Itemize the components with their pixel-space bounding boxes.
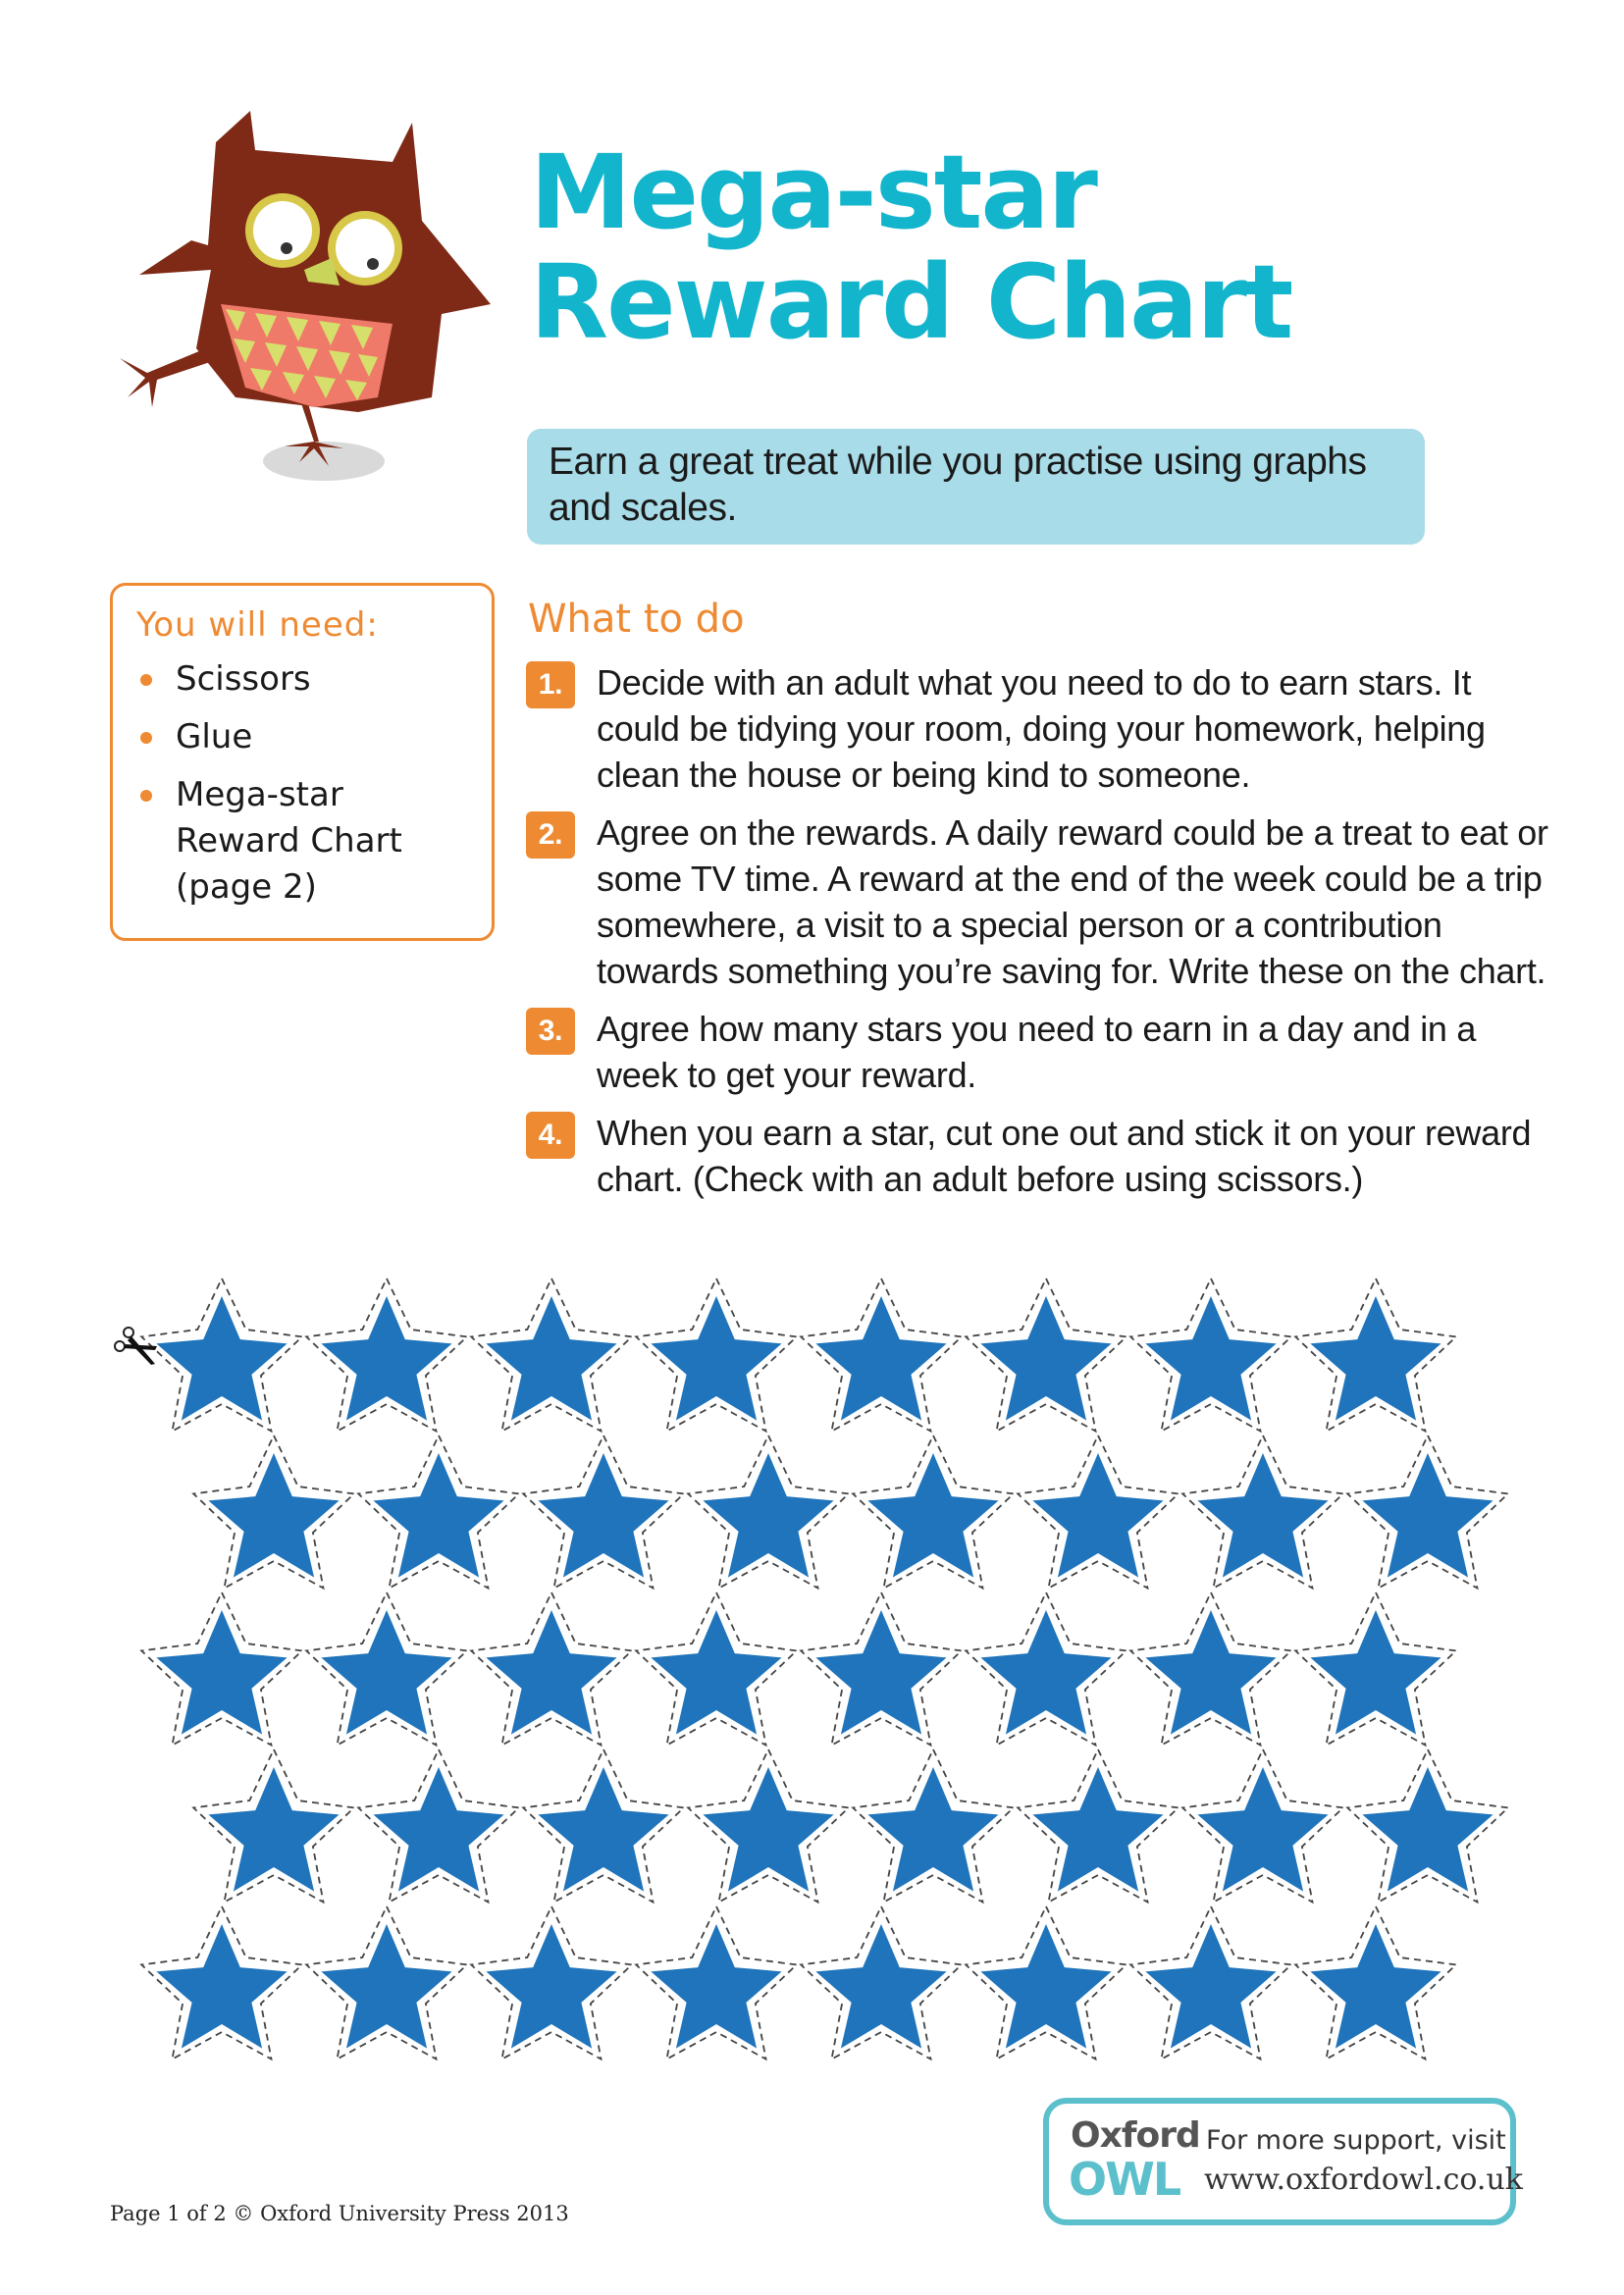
star-cutout	[636, 1278, 797, 1432]
star-cutout	[1182, 1749, 1343, 1903]
star-cutout	[1295, 1592, 1456, 1746]
page-info: Page 1 of 2 © Oxford University Press 2013	[110, 2202, 569, 2225]
star-cutout	[1130, 1592, 1291, 1746]
step-number-badge: 4.	[526, 1112, 575, 1159]
step-1: 1. Decide with an adult what you need to do to earn stars. It could be tidying your room, doing your homework, helping clean the house or being kind to someone.	[526, 659, 1556, 798]
star-cutout	[193, 1749, 354, 1903]
star-cutout	[141, 1906, 302, 2060]
what-to-do-heading: What to do	[528, 597, 745, 642]
star-cutout	[306, 1906, 467, 2060]
star-cutout	[358, 1749, 519, 1903]
star-cutout	[523, 1749, 684, 1903]
intro-banner: Earn a great treat while you practise using graphs and scales.	[527, 429, 1425, 545]
star-cutout	[1295, 1278, 1456, 1432]
scissors-icon	[115, 1328, 157, 1365]
step-4: 4. When you earn a star, cut one out and stick it on your reward chart. (Check with an adult before using scissors.)	[526, 1110, 1556, 1202]
star-cutout	[853, 1435, 1014, 1589]
star-cutout	[801, 1592, 962, 1746]
star-cutout	[1018, 1435, 1179, 1589]
step-number-badge: 3.	[526, 1008, 575, 1055]
star-cutout	[471, 1592, 632, 1746]
star-cutout	[966, 1906, 1126, 2060]
owl-logo-text: OWL	[1069, 2153, 1180, 2206]
star-cutout	[306, 1278, 467, 1432]
step-number-badge: 2.	[526, 811, 575, 859]
star-cutout	[688, 1749, 849, 1903]
star-cutout	[471, 1906, 632, 2060]
star-cutout	[141, 1278, 302, 1432]
star-cutout	[1018, 1749, 1179, 1903]
step-2: 2. Agree on the rewards. A daily reward could be a treat to eat or some TV time. A reward at the end of the week could be a trip somewhere, a visit to a special person or a contribution towards something you’re saving for. Write these on the chart.	[526, 809, 1556, 994]
step-3: 3. Agree how many stars you need to earn in a day and in a week to get your reward.	[526, 1006, 1556, 1098]
steps-list	[526, 659, 1556, 1214]
title-line-1: Mega-star	[530, 132, 1096, 252]
star-cutout	[636, 1592, 797, 1746]
list-item: Mega-star Reward Chart (page 2)	[136, 772, 468, 911]
bullet-icon	[140, 674, 152, 686]
star-cutout	[1182, 1435, 1343, 1589]
website-link[interactable]: www.oxfordowl.co.uk	[1204, 2163, 1523, 2197]
title-line-2: Reward Chart	[530, 242, 1292, 362]
owl-mascot-icon	[118, 103, 491, 496]
star-cutout	[358, 1435, 519, 1589]
star-cutout	[801, 1278, 962, 1432]
oxford-logo-text: Oxford	[1071, 2115, 1200, 2156]
page-title	[530, 132, 1292, 362]
list-item: Scissors	[136, 656, 468, 703]
you-will-need-box	[110, 583, 495, 941]
star-cutout	[853, 1749, 1014, 1903]
list-item: Glue	[136, 714, 468, 760]
star-cutout	[1347, 1435, 1508, 1589]
needs-list	[136, 656, 468, 911]
bullet-icon	[140, 790, 152, 802]
oxford-owl-banner[interactable]	[1043, 2098, 1523, 2225]
step-number-badge: 1.	[526, 661, 575, 708]
star-cutout	[966, 1278, 1126, 1432]
star-cutout	[688, 1435, 849, 1589]
star-cutout	[1130, 1278, 1291, 1432]
star-cutout	[1295, 1906, 1456, 2060]
star-cutout	[306, 1592, 467, 1746]
star-cutout	[966, 1592, 1126, 1746]
star-cutout	[193, 1435, 354, 1589]
star-cutout	[471, 1278, 632, 1432]
bullet-icon	[140, 732, 152, 744]
support-text: For more support, visit	[1206, 2125, 1506, 2156]
cut-out-stars-grid	[0, 1276, 1624, 2100]
star-cutout	[141, 1592, 302, 1746]
star-cutout	[1347, 1749, 1508, 1903]
star-cutout	[523, 1435, 684, 1589]
star-cutout	[1130, 1906, 1291, 2060]
star-cutout	[801, 1906, 962, 2060]
you-will-need-heading: You will need:	[136, 605, 379, 645]
star-cutout	[636, 1906, 797, 2060]
